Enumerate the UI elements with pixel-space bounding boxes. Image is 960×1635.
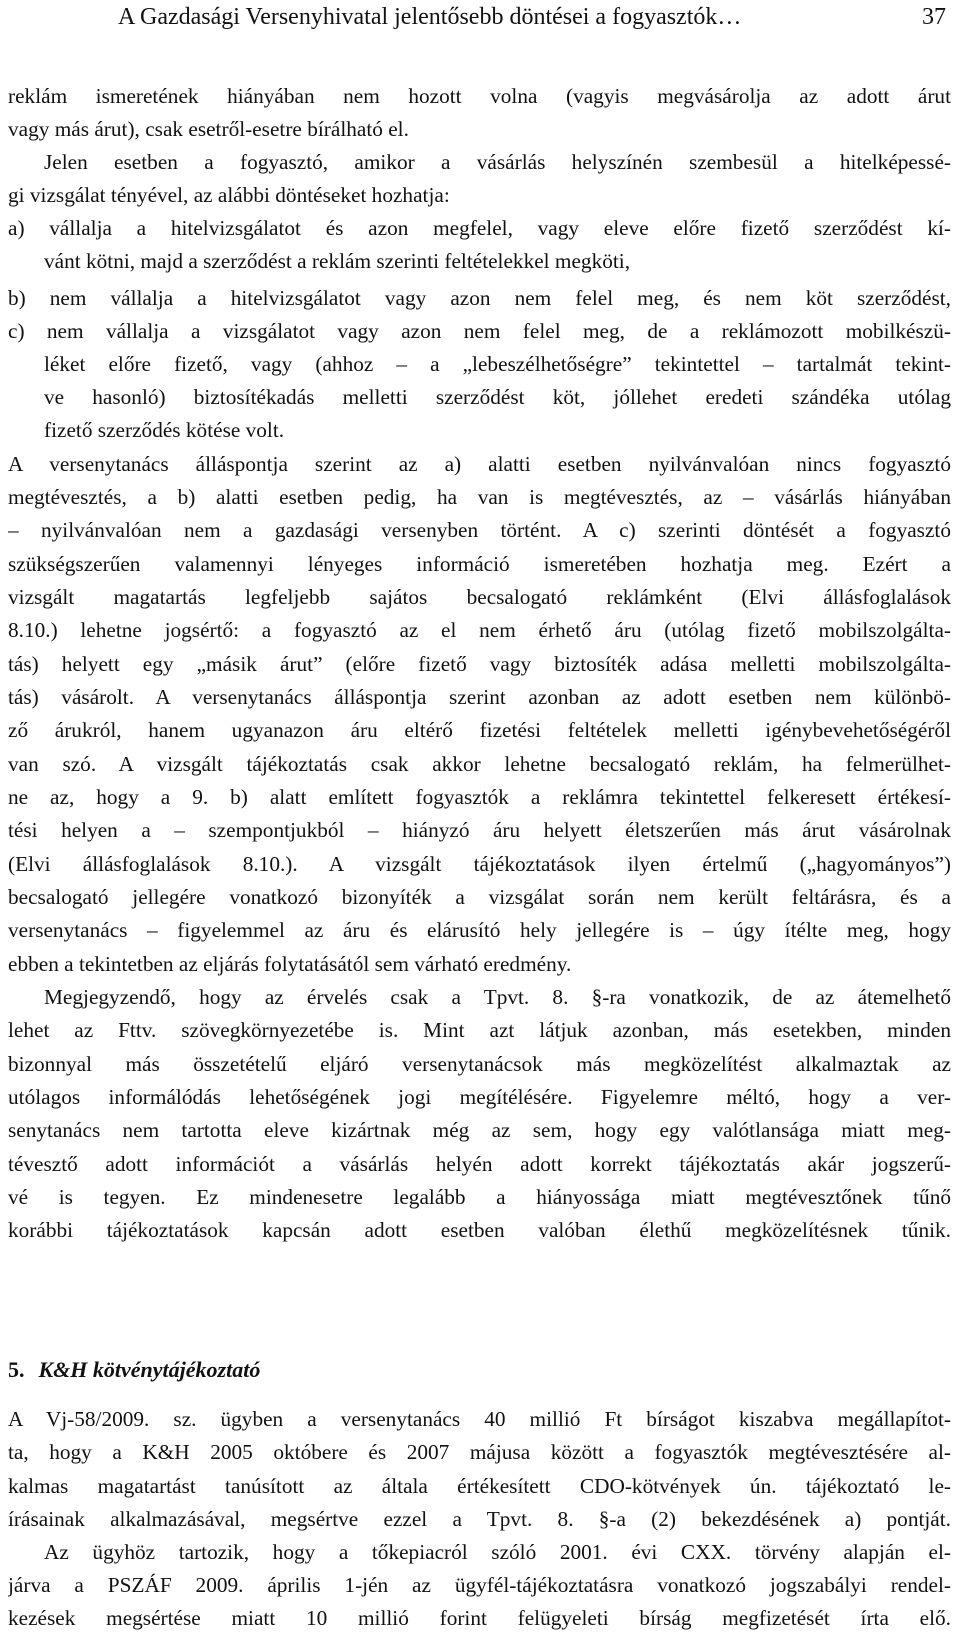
text-line: tás) helyett egy „másik árut” (előre fizető vagy biztosíték adása melletti mobilszolgálta- <box>8 652 951 676</box>
text-line: becsalogató jellegére vonatkozó bizonyíték a vizsgálat során nem került feltárásra, és a <box>8 885 951 909</box>
text-line: Megjegyzendő, hogy az érvelés csak a Tpvt. 8. §-ra vonatkozik, de az átemelhető <box>44 985 951 1009</box>
text-line: 8.10.) lehetne jogsértő: a fogyasztó az el nem érhető áru (utólag fizető mobilszolgálta- <box>8 618 951 642</box>
text-line: korábbi tájékoztatások kapcsán adott esetben valóban élethű megközelítésnek tűnik. <box>8 1218 951 1242</box>
text-line: írásainak alkalmazásával, megsértve ezzel a Tpvt. 8. §-a (2) bekezdésének a) pontját. <box>8 1507 951 1531</box>
text-line: utólagos informálódás lehetőségének jogi megítélésére. Figyelemre méltó, hogy a ver- <box>8 1085 951 1109</box>
list-item-a: a) vállalja a hitelvizsgálatot és azon megfelel, vagy eleve előre fizető szerződést kí- <box>8 216 951 240</box>
text-line: gi vizsgálat tényével, az alábbi döntéseket hozhatja: <box>8 183 450 207</box>
text-line: ző árukról, hanem ugyanazon áru eltérő fizetési feltételek melletti igénybevehetőségéről <box>8 718 951 742</box>
text-line: vé is tegyen. Ez mindenesetre legalább a hiányossága miatt megtévesztőnek tűnő <box>8 1185 951 1209</box>
text-line: senytanács nem tartotta eleve kizártnak még az sem, hogy egy valótlansága miatt meg- <box>8 1118 951 1142</box>
text-line: kezések megsértése miatt 10 millió forint felügyeleti bírság megfizetését írta elő. <box>8 1606 951 1630</box>
section-title: K&H kötvénytájékoztató <box>38 1357 261 1382</box>
list-item-b: b) nem vállalja a hitelvizsgálatot vagy azon nem felel meg, és nem köt szerződést, <box>8 286 951 310</box>
text-line: ne az, hogy a 9. b) alatt említett fogyasztók a reklámra tekintettel felkeresett értékesí- <box>8 785 951 809</box>
text-line: lehet az Fttv. szövegkörnyezetébe is. Mint azt látjuk azonban, más esetekben, minden <box>8 1018 951 1042</box>
text-line: A versenytanács álláspontja szerint az a) alatti esetben nyilvánvalóan nincs fogyasztó <box>8 452 951 476</box>
text-line: ebben a tekintetben az eljárás folytatásától sem várható eredmény. <box>8 952 572 976</box>
section-number: 5. <box>8 1357 25 1382</box>
text-line: van szó. A vizsgált tájékoztatás csak akkor lehetne becsalogató reklám, ha felmerülhet- <box>8 752 951 776</box>
text-line: – nyilvánvalóan nem a gazdasági versenyben történt. A c) szerinti döntését a fogyasztó <box>8 518 951 542</box>
text-line: bizonnyal más összetételű eljáró versenytanácsok más megközelítést alkalmaztak az <box>8 1052 951 1076</box>
list-item-c: c) nem vállalja a vizsgálatot vagy azon nem felel meg, de a reklámozott mobilkészü- <box>8 319 951 343</box>
text-line: (Elvi állásfoglalások 8.10.). A vizsgált tájékoztatások ilyen értelmű („hagyományos”) <box>8 852 951 876</box>
text-line: ta, hogy a K&H 2005 októbere és 2007 májusa között a fogyasztók megtévesztésére al- <box>8 1440 951 1464</box>
text-line: reklám ismeretének hiányában nem hozott volna (vagyis megvásárolja az adott árut <box>8 84 951 108</box>
page-number: 37 <box>922 4 946 30</box>
text-line: járva a PSZÁF 2009. április 1-jén az ügyfél-tájékoztatásra vonatkozó jogszabályi rendel- <box>8 1573 951 1597</box>
text-line: ve hasonló) biztosítékadás melletti szerződést köt, jóllehet eredeti szándéka utólag <box>44 385 951 409</box>
running-header-title: A Gazdasági Versenyhivatal jelentősebb döntései a fogyasztók… <box>118 4 742 30</box>
text-line: vagy más árut), csak esetről-esetre bírálható el. <box>8 117 409 141</box>
text-line: vizsgált magatartás legfeljebb sajátos becsalogató reklámként (Elvi állásfoglalások <box>8 585 951 609</box>
text-line: Az ügyhöz tartozik, hogy a tőkepiacról szóló 2001. évi CXX. törvény alapján el- <box>44 1540 951 1564</box>
text-line: tás) vásárolt. A versenytanács álláspontja szerint azonban az adott esetben nem különbö- <box>8 685 951 709</box>
text-line: A Vj-58/2009. sz. ügyben a versenytanács 40 millió Ft bírságot kiszabva megállapítot- <box>8 1407 951 1431</box>
text-line: versenytanács – figyelemmel az áru és elárusító hely jellegére is – úgy ítélte meg, hogy <box>8 918 951 942</box>
text-line: Jelen esetben a fogyasztó, amikor a vásárlás helyszínén szembesül a hitelképessé- <box>44 150 951 174</box>
text-line: fizető szerződés kötése volt. <box>44 418 285 442</box>
text-line: tévesztő adott információt a vásárlás helyén adott korrekt tájékoztatás akár jogszerű- <box>8 1152 951 1176</box>
text-line: vánt kötni, majd a szerződést a reklám szerinti feltételekkel megköti, <box>44 249 631 273</box>
text-line: tési helyen a – szempontjukból – hiányzó áru helyett életszerűen más árut vásárolnak <box>8 818 951 842</box>
text-line: szükségszerűen valamennyi lényeges információ ismeretében hozhatja meg. Ezért a <box>8 552 951 576</box>
text-line: kalmas magatartást tanúsított az általa értékesített CDO-kötvények ún. tájékoztató le- <box>8 1474 951 1498</box>
text-line: megtévesztés, a b) alatti esetben pedig, ha van is megtévesztés, az – vásárlás hiányában <box>8 485 951 509</box>
text-line: léket előre fizető, vagy (ahhoz – a „lebeszélhetőségre” tekintettel – tartalmát tekint- <box>44 352 951 376</box>
section-heading <box>8 1353 260 1387</box>
